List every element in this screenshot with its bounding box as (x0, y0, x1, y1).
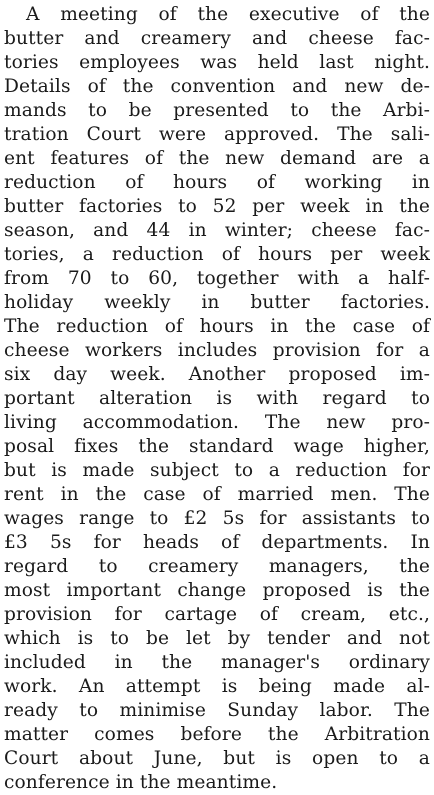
article-line: ready to minimise Sunday labor. The (4, 700, 430, 721)
newspaper-article (4, 3, 430, 795)
article-line: tration Court were approved. The sali- (4, 124, 430, 145)
article-line: but is made subject to a reduction for (4, 460, 430, 481)
article-line: included in the manager's ordinary (4, 652, 430, 673)
article-line: rent in the case of married men. The (4, 484, 430, 505)
article-line: butter factories to 52 per week in the (4, 196, 430, 217)
article-line: holiday weekly in butter factories. (4, 292, 430, 313)
article-line: from 70 to 60, together with a half- (4, 268, 430, 289)
article-line: £3 5s for heads of departments. In (4, 532, 430, 553)
article-line: cheese workers includes provision for a (4, 340, 430, 361)
article-line: provision for cartage of cream, etc., (4, 604, 430, 625)
article-line: Details of the convention and new de- (4, 76, 430, 97)
article-line: A meeting of the executive of the (26, 4, 430, 25)
article-line: regard to creamery managers, the (4, 556, 430, 577)
article-line: butter and creamery and cheese fac- (4, 28, 430, 49)
article-line: six day week. Another proposed im- (4, 364, 430, 385)
article-line: conference in the meantime. (4, 772, 278, 793)
article-line: ent features of the new demand are a (4, 148, 430, 169)
article-line: matter comes before the Arbitration (4, 724, 430, 745)
article-line: portant alteration is with regard to (4, 388, 430, 409)
article-line: reduction of hours of working in (4, 172, 430, 193)
article-line: The reduction of hours in the case of (4, 316, 430, 337)
article-line: posal fixes the standard wage higher, (4, 436, 430, 457)
article-line: which is to be let by tender and not (4, 628, 430, 649)
article-line: wages range to £2 5s for assistants to (4, 508, 430, 529)
article-line: living accommodation. The new pro- (4, 412, 430, 433)
article-line: season, and 44 in winter; cheese fac- (4, 220, 430, 241)
article-line: work. An attempt is being made al- (4, 676, 430, 697)
article-line: most important change proposed is the (4, 580, 430, 601)
article-line: mands to be presented to the Arbi- (4, 100, 430, 121)
article-line: tories employees was held last night. (4, 52, 430, 73)
article-line: tories, a reduction of hours per week (4, 244, 430, 265)
article-line: Court about June, but is open to a (4, 748, 430, 769)
